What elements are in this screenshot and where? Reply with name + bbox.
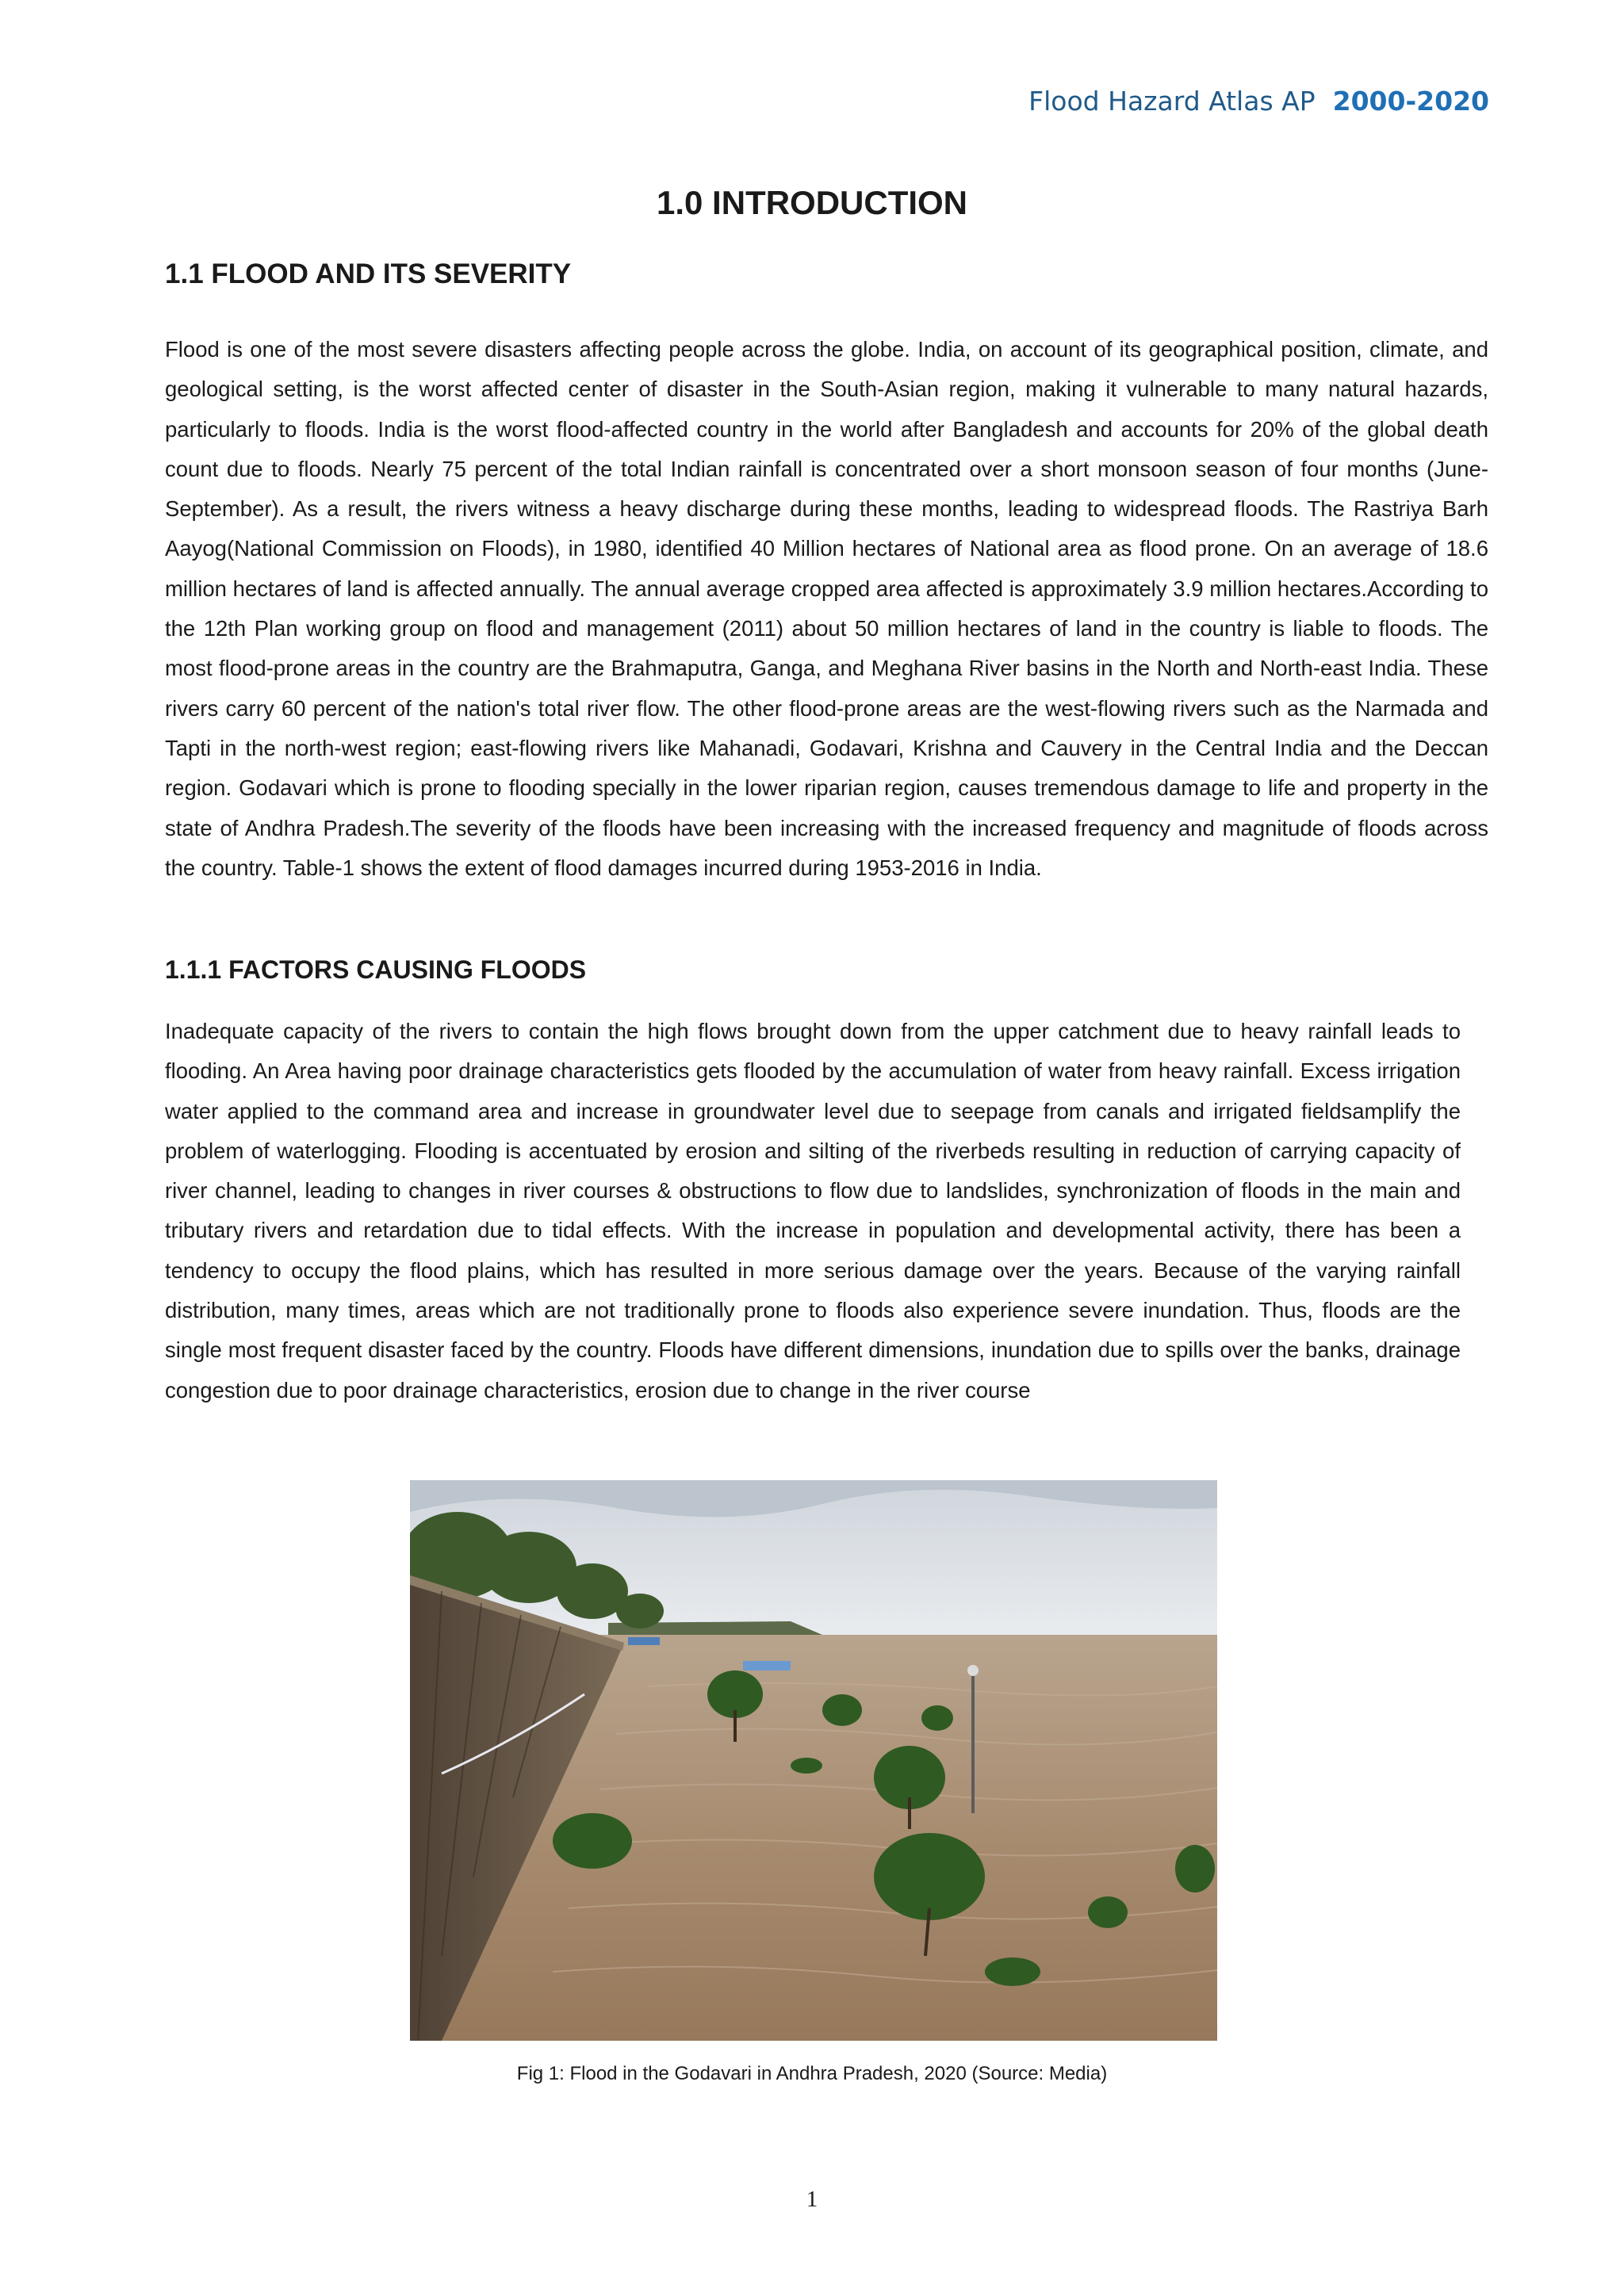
figure-caption: Fig 1: Flood in the Godavari in Andhra Pradesh, 2020 (Source: Media): [516, 2063, 1108, 2084]
section-body-flood-severity: Flood is one of the most severe disasters affecting people across the globe. India, on account of its geographical position, climate, and geological setting, is the worst affected center of disaster in the South-Asian region, making it vulnerable to many natural hazards, particularly to floods. India is the worst flood-affected country in the world after Bangladesh and accounts for 20% of the global death count due to floods. Nearly 75 percent of the total Indian rainfall is concentrated over a short monsoon season of four months (June-September). As a result, the rivers witness a heavy discharge during these months, leading to widespread floods. The Rastriya Barh Aayog(National Commission on Floods), in 1980, identified 40 Million hectares of National area as flood prone. On an average of 18.6 million hectares of land is affected annually. The annual average cropped area affected is approximately 3.9 million hectares.According to the 12th Plan working group on flood and management (2011) about 50 million hectares of land in the country is liable to floods. The most flood-prone areas in the country are the Brahmaputra, Ganga, and Meghana River basins in the North and North-east India. These rivers carry 60 percent of the nation's total river flow. The other flood-prone areas are the west-flowing rivers such as the Narmada and Tapti in the north-west region; east-flowing rivers like Mahanadi, Godavari, Krishna and Cauvery in the Central India and the Deccan region. Godavari which is prone to flooding specially in the lower riparian region, causes tremendous damage to life and property in the state of Andhra Pradesh.The severity of the floods have been increasing with the increased frequency and magnitude of floods across the country. Table-1 shows the extent of flood damages incurred during 1953-2016 in India.: [165, 337, 1488, 880]
flood-photo: [410, 1480, 1217, 2041]
running-header: [1028, 86, 1489, 117]
header-years: 2000-2020: [1332, 86, 1489, 117]
chapter-title: 1.0 INTRODUCTION: [656, 184, 968, 221]
section-heading-factors-causing-floods: 1.1.1 FACTORS CAUSING FLOODS: [165, 955, 587, 984]
section-heading-flood-severity: 1.1 FLOOD AND ITS SEVERITY: [165, 258, 572, 289]
section-body-factors-causing-floods: Inadequate capacity of the rivers to contain the high flows brought down from the upper catchment due to heavy rainfall leads to flooding. An Area having poor drainage characteristics gets flooded by the accumulation of water from heavy rainfall. Excess irrigation water applied to the command area and increase in groundwater level due to seepage from canals and irrigated fieldsamplify the problem of waterlogging. Flooding is accentuated by erosion and silting of the riverbeds resulting in reduction of carrying capacity of river channel, leading to changes in river courses & obstructions to flow due to landslides, synchronization of floods in the main and tributary rivers and retardation due to tidal effects. With the increase in population and developmental activity, there has been a tendency to occupy the flood plains, which has resulted in more serious damage over the years. Because of the varying rainfall distribution, many times, areas which are not traditionally prone to floods also experience severe inundation. Thus, floods are the single most frequent disaster faced by the country. Floods have different dimensions, inundation due to spills over the banks, drainage congestion due to poor drainage characteristics, erosion due to change in the river course: [165, 1019, 1461, 1402]
page-number: 1: [806, 2187, 818, 2212]
header-title: Flood Hazard Atlas AP: [1028, 86, 1316, 117]
